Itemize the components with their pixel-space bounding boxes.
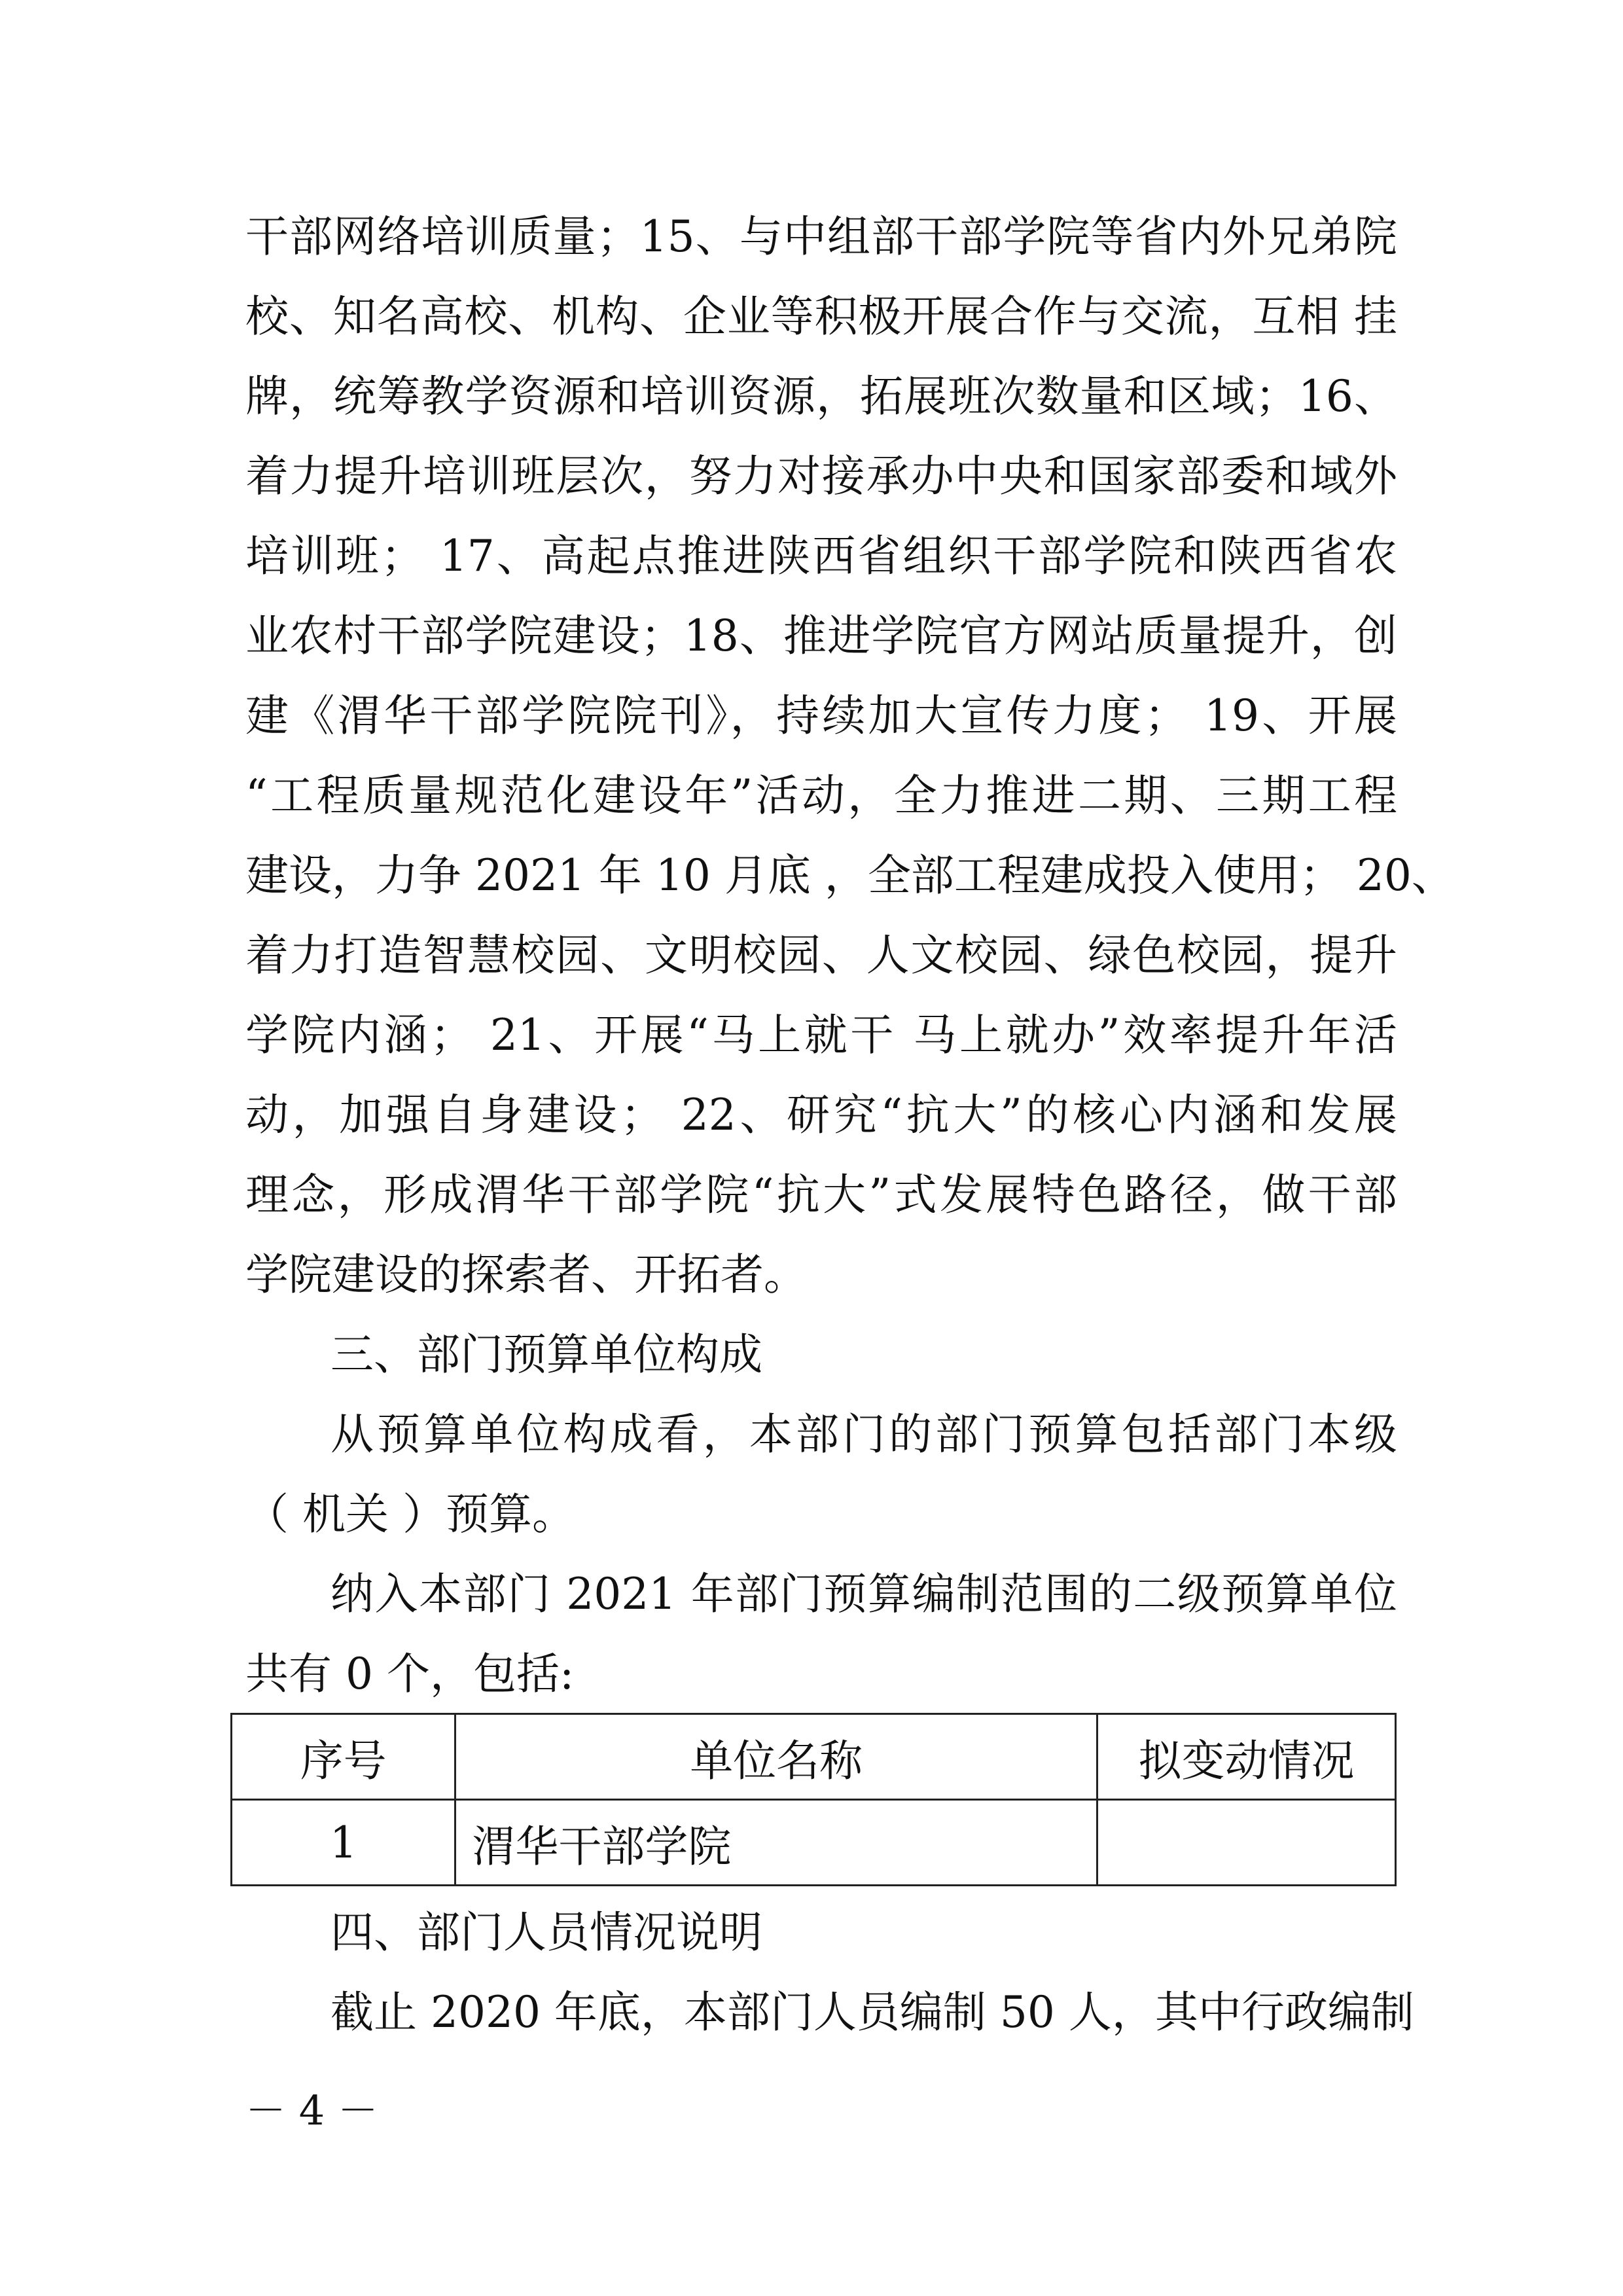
paragraph-line: （ 机关 ）预算。 (245, 1489, 575, 1539)
table-header-row (232, 1714, 1396, 1800)
body-line: 建设，力争 2021 年 10 月底 ，全部工程建成投入使用； 20、 (245, 850, 1455, 901)
table-cell: 1 (232, 1800, 455, 1886)
paragraph-line: 从预算单位构成看，本部门的部门预算包括部门本级 (330, 1409, 1397, 1460)
body-line: “工程质量规范化建设年”活动，全力推进二期、三期工程 (245, 770, 1397, 821)
page-number: － 4 － (245, 2087, 378, 2134)
body-line: 理念，形成渭华干部学院“抗大”式发展特色路径，做干部 (245, 1170, 1397, 1220)
body-line: 校、知名高校、机构、企业等积极开展合作与交流，互相 挂 (245, 291, 1397, 342)
table-row (232, 1800, 1396, 1886)
body-line: 业农村干部学院建设；18、推进学院官方网站质量提升，创 (245, 611, 1397, 661)
paragraph-line: 共有 0 个，包括: (245, 1649, 575, 1699)
body-line: 着力提升培训班层次，努力对接承办中央和国家部委和域外 (245, 451, 1397, 501)
body-line: 干部网络培训质量；15、与中组部干部学院等省内外兄弟院 (245, 211, 1397, 262)
body-line: 牌，统筹教学资源和培训资源，拓展班次数量和区域；16、 (245, 371, 1397, 422)
budget-unit-table (230, 1713, 1397, 1886)
table-cell: 渭华干部学院 (455, 1800, 1097, 1886)
body-line: 学院建设的探索者、开拓者。 (245, 1249, 807, 1300)
body-line: 着力打造智慧校园、文明校园、人文校园、绿色校园，提升 (245, 930, 1397, 980)
table-cell (1097, 1800, 1396, 1886)
table-header-cell: 单位名称 (455, 1714, 1097, 1800)
section-heading: 三、部门预算单位构成 (330, 1329, 762, 1380)
body-line: 学院内涵； 21、开展“马上就干 马上就办”效率提升年活 (245, 1010, 1397, 1060)
body-line: 建《渭华干部学院院刊》，持续加大宣传力度； 19、开展 (245, 691, 1397, 741)
table-header-cell: 拟变动情况 (1097, 1714, 1396, 1800)
table-header-cell: 序号 (232, 1714, 455, 1800)
paragraph-line: 纳入本部门 2021 年部门预算编制范围的二级预算单位 (330, 1569, 1397, 1619)
body-line: 动，加强自身建设； 22、研究“抗大”的核心内涵和发展 (245, 1090, 1397, 1140)
body-line: 培训班； 17、高起点推进陕西省组织干部学院和陕西省农 (245, 531, 1397, 581)
section-heading: 四、部门人员情况说明 (330, 1907, 762, 1958)
paragraph-line: 截止 2020 年底，本部门人员编制 50 人，其中行政编制 (330, 1987, 1414, 2037)
